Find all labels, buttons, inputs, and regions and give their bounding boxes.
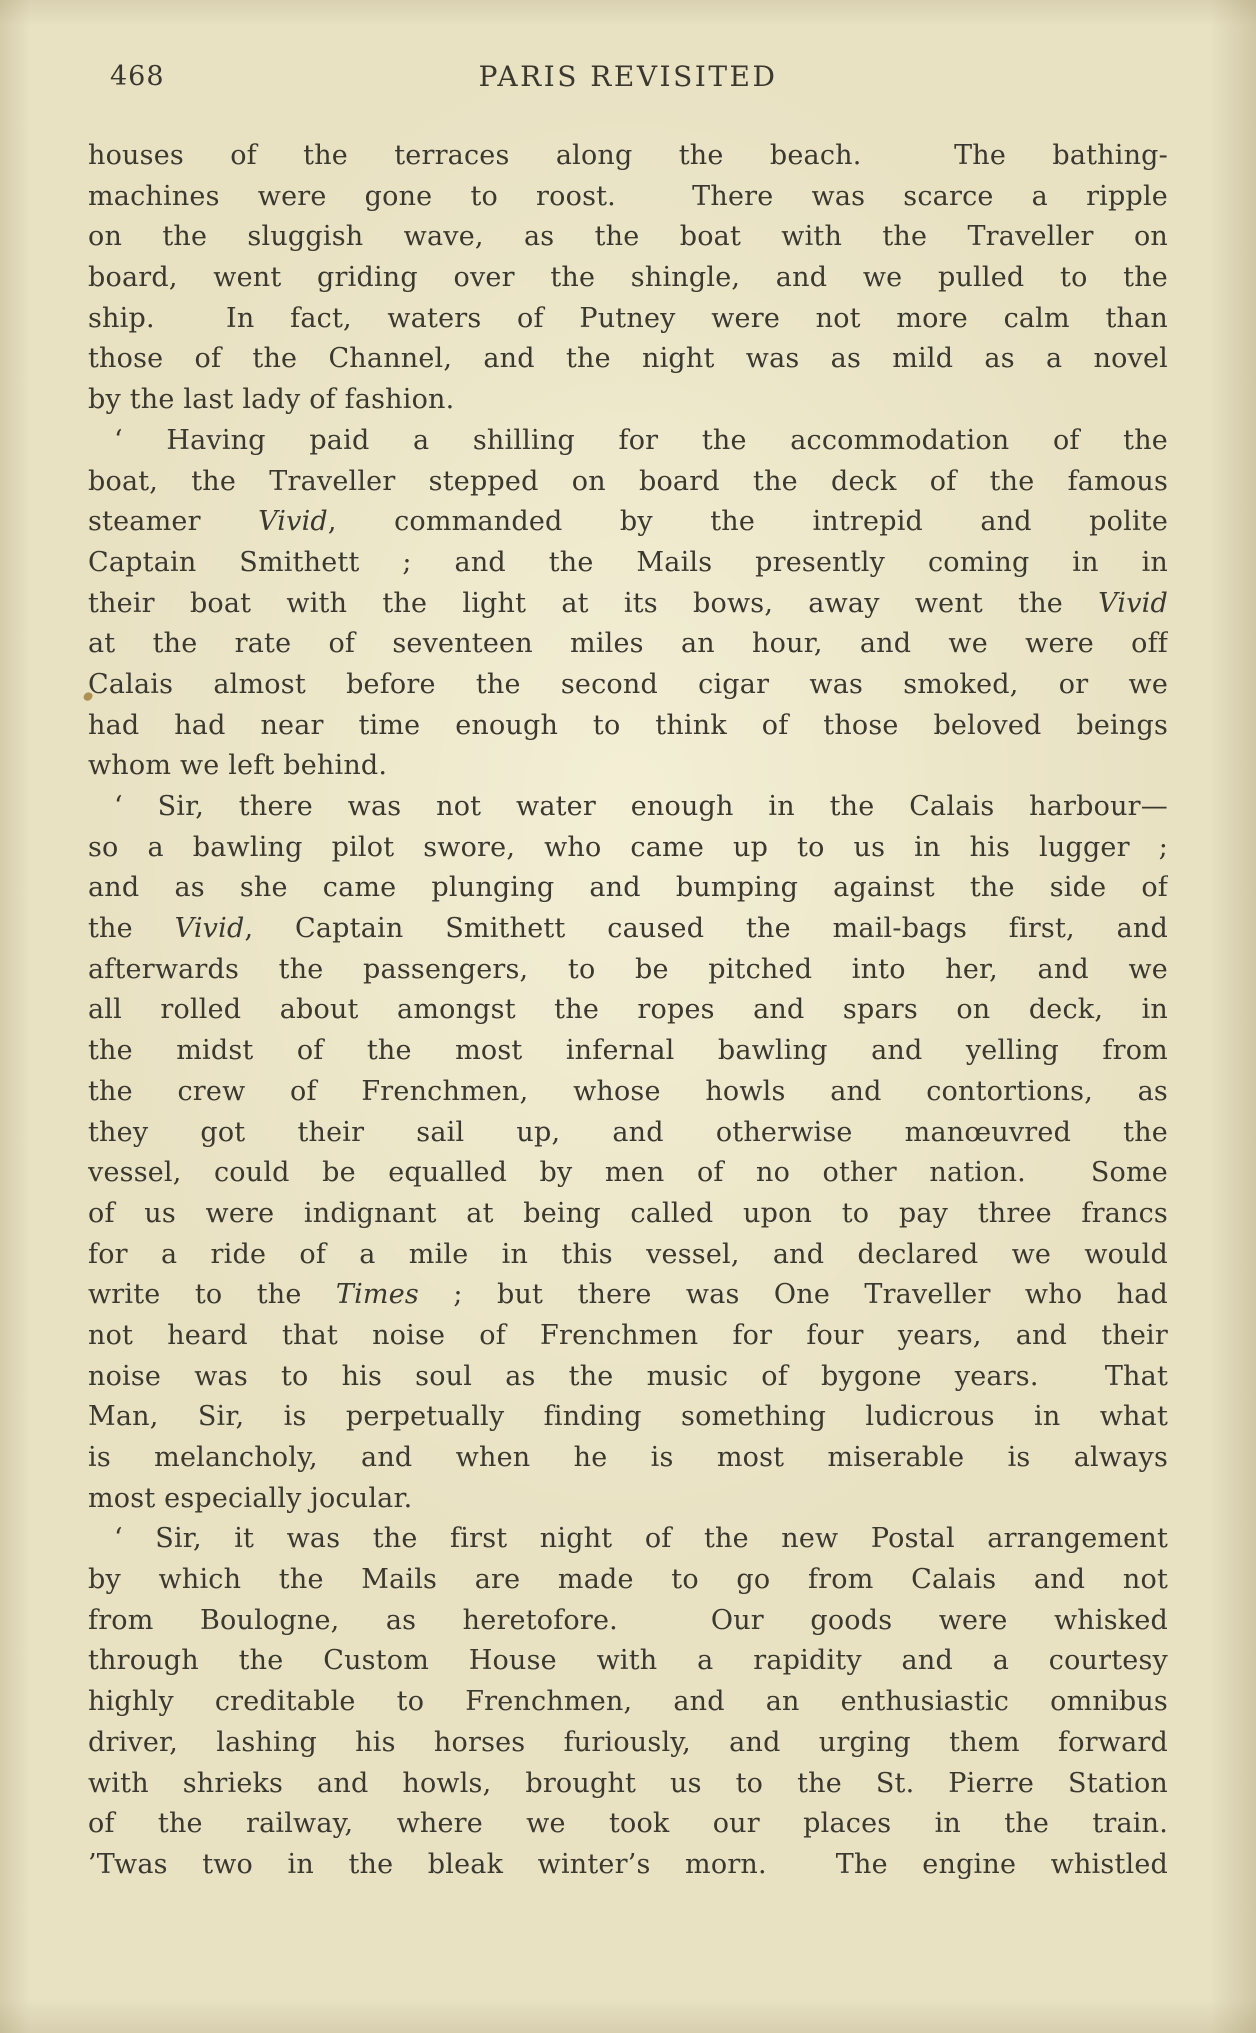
text-line: [88, 1479, 1168, 1520]
text-line: [88, 1845, 1168, 1886]
text-segment: those of the Channel, and the night was as mild as a novel: [88, 343, 1168, 375]
text-line: [88, 909, 1168, 950]
text-line: [88, 624, 1168, 665]
text-line: [88, 1723, 1168, 1764]
paragraph: [88, 136, 1168, 421]
paragraph: [88, 1519, 1168, 1885]
text-line: [88, 421, 1168, 462]
text-line: [88, 1194, 1168, 1235]
text-segment: ; but there was One Traveller who had: [418, 1279, 1168, 1311]
text-line: [88, 1397, 1168, 1438]
text-line: [88, 706, 1168, 747]
text-segment: their boat with the light at its bows, away went the: [88, 587, 1099, 619]
text-segment: Calais almost before the second cigar was smoked, or we: [88, 668, 1168, 700]
text-segment: vessel, could be equalled by men of no other nation. Some: [88, 1157, 1168, 1189]
text-line: [88, 299, 1168, 340]
text-segment: steamer: [88, 506, 259, 538]
text-segment: for a ride of a mile in this vessel, and declared we would: [88, 1238, 1168, 1270]
paragraph: [88, 421, 1168, 787]
text-segment: is melancholy, and when he is most miserable is always: [88, 1442, 1168, 1473]
text-line: [88, 1031, 1168, 1072]
text-line: [88, 1275, 1168, 1316]
text-segment: noise was to his soul as the music of bygone years. That: [88, 1360, 1168, 1392]
italic-text: Vivid: [258, 506, 328, 538]
text-segment: at the rate of seventeen miles an hour, and we were off: [88, 628, 1168, 660]
text-line: [88, 1601, 1168, 1642]
text-segment: ship. In fact, waters of Putney were not more calm than: [88, 302, 1168, 334]
text-line: [88, 746, 1168, 787]
text-segment: from Boulogne, as heretofore. Our goods were whisked: [88, 1604, 1168, 1636]
text-segment: boat, the Traveller stepped on board the deck of the famous: [88, 465, 1168, 497]
text-segment: most especially jocular.: [88, 1482, 413, 1514]
text-segment: , Captain Smithett caused the mail-bags first, and: [244, 913, 1168, 945]
italic-text: Times: [335, 1279, 419, 1311]
text-line: [88, 1357, 1168, 1398]
text-segment: of the railway, where we took our places in the train.: [88, 1808, 1168, 1840]
text-segment: ‘ Sir, it was the first night of the new Postal arrangement: [114, 1523, 1168, 1555]
text-segment: Captain Smithett ; and the Mails presently coming in in: [88, 546, 1168, 578]
text-line: [88, 1316, 1168, 1357]
text-segment: afterwards the passengers, to be pitched into her, and we: [88, 953, 1168, 985]
text-line: [88, 543, 1168, 584]
page-number: 468: [110, 61, 165, 92]
text-segment: driver, lashing his horses furiously, and urging them forward: [88, 1726, 1168, 1758]
text-segment: the: [88, 913, 175, 945]
text-segment: the midst of the most infernal bawling and yelling from: [88, 1035, 1168, 1067]
text-line: [88, 665, 1168, 706]
text-line: [88, 1519, 1168, 1560]
paragraph: [88, 787, 1168, 1519]
text-segment: had had near time enough to think of those beloved beings: [88, 709, 1168, 741]
text-segment: and as she came plunging and bumping against the side of: [88, 872, 1168, 904]
text-segment: ’Twas two in the bleak winter’s morn. The engine whistled: [88, 1848, 1168, 1880]
text-line: [88, 1113, 1168, 1154]
text-line: [88, 1153, 1168, 1194]
text-line: [88, 258, 1168, 299]
text-segment: they got their sail up, and otherwise manœuvred the: [88, 1116, 1168, 1148]
text-line: [88, 828, 1168, 869]
text-line: [88, 1764, 1168, 1805]
text-line: [88, 177, 1168, 218]
text-segment: , commanded by the intrepid and polite: [327, 506, 1168, 538]
text-segment: ‘ Sir, there was not water enough in the Calais harbour—: [114, 791, 1168, 822]
text-line: [88, 950, 1168, 991]
text-segment: by the last lady of fashion.: [88, 384, 455, 416]
text-segment: all rolled about amongst the ropes and spars on deck, in: [88, 994, 1168, 1026]
text-line: [88, 1072, 1168, 1113]
text-segment: the crew of Frenchmen, whose howls and contortions, as: [88, 1075, 1168, 1107]
text-line: [88, 1682, 1168, 1723]
text-segment: whom we left behind.: [88, 750, 388, 782]
text-line: [88, 1804, 1168, 1845]
text-segment: machines were gone to roost. There was scarce a ripple: [88, 180, 1168, 212]
text-line: [88, 380, 1168, 421]
text-line: [88, 584, 1168, 625]
running-title: PARIS REVISITED: [478, 60, 778, 93]
text-segment: so a bawling pilot swore, who came up to us in his lugger ;: [88, 831, 1168, 863]
text-segment: on the sluggish wave, as the boat with the Traveller on: [88, 221, 1168, 253]
text-line: [88, 1641, 1168, 1682]
text-segment: with shrieks and howls, brought us to the St. Pierre Station: [88, 1767, 1168, 1799]
text-segment: by which the Mails are made to go from Calais and not: [88, 1564, 1168, 1596]
text-line: [88, 990, 1168, 1031]
italic-text: Vivid: [174, 913, 245, 945]
text-line: [88, 1560, 1168, 1601]
text-segment: Man, Sir, is perpetually finding something ludicrous in what: [88, 1401, 1168, 1433]
text-segment: of us were indignant at being called upon to pay three francs: [88, 1197, 1168, 1229]
text-line: [88, 502, 1168, 543]
text-segment: ‘ Having paid a shilling for the accommodation of the: [114, 424, 1168, 456]
text-line: [88, 136, 1168, 177]
text-line: [88, 1235, 1168, 1276]
text-block: [88, 136, 1168, 1886]
text-segment: through the Custom House with a rapidity and a courtesy: [88, 1645, 1168, 1677]
text-line: [88, 339, 1168, 380]
text-segment: not heard that noise of Frenchmen for four years, and their: [88, 1319, 1168, 1351]
text-line: [88, 1438, 1168, 1479]
italic-text: Vivid: [1098, 587, 1168, 619]
text-segment: houses of the terraces along the beach. The bathing-: [88, 140, 1168, 171]
text-segment: highly creditable to Frenchmen, and an enthusiastic omnibus: [88, 1686, 1168, 1718]
text-line: [88, 462, 1168, 503]
text-line: [88, 787, 1168, 828]
text-line: [88, 868, 1168, 909]
text-line: [88, 217, 1168, 258]
text-segment: write to the: [88, 1279, 336, 1311]
text-segment: board, went griding over the shingle, and we pulled to the: [88, 262, 1168, 294]
running-head: [88, 62, 1168, 98]
